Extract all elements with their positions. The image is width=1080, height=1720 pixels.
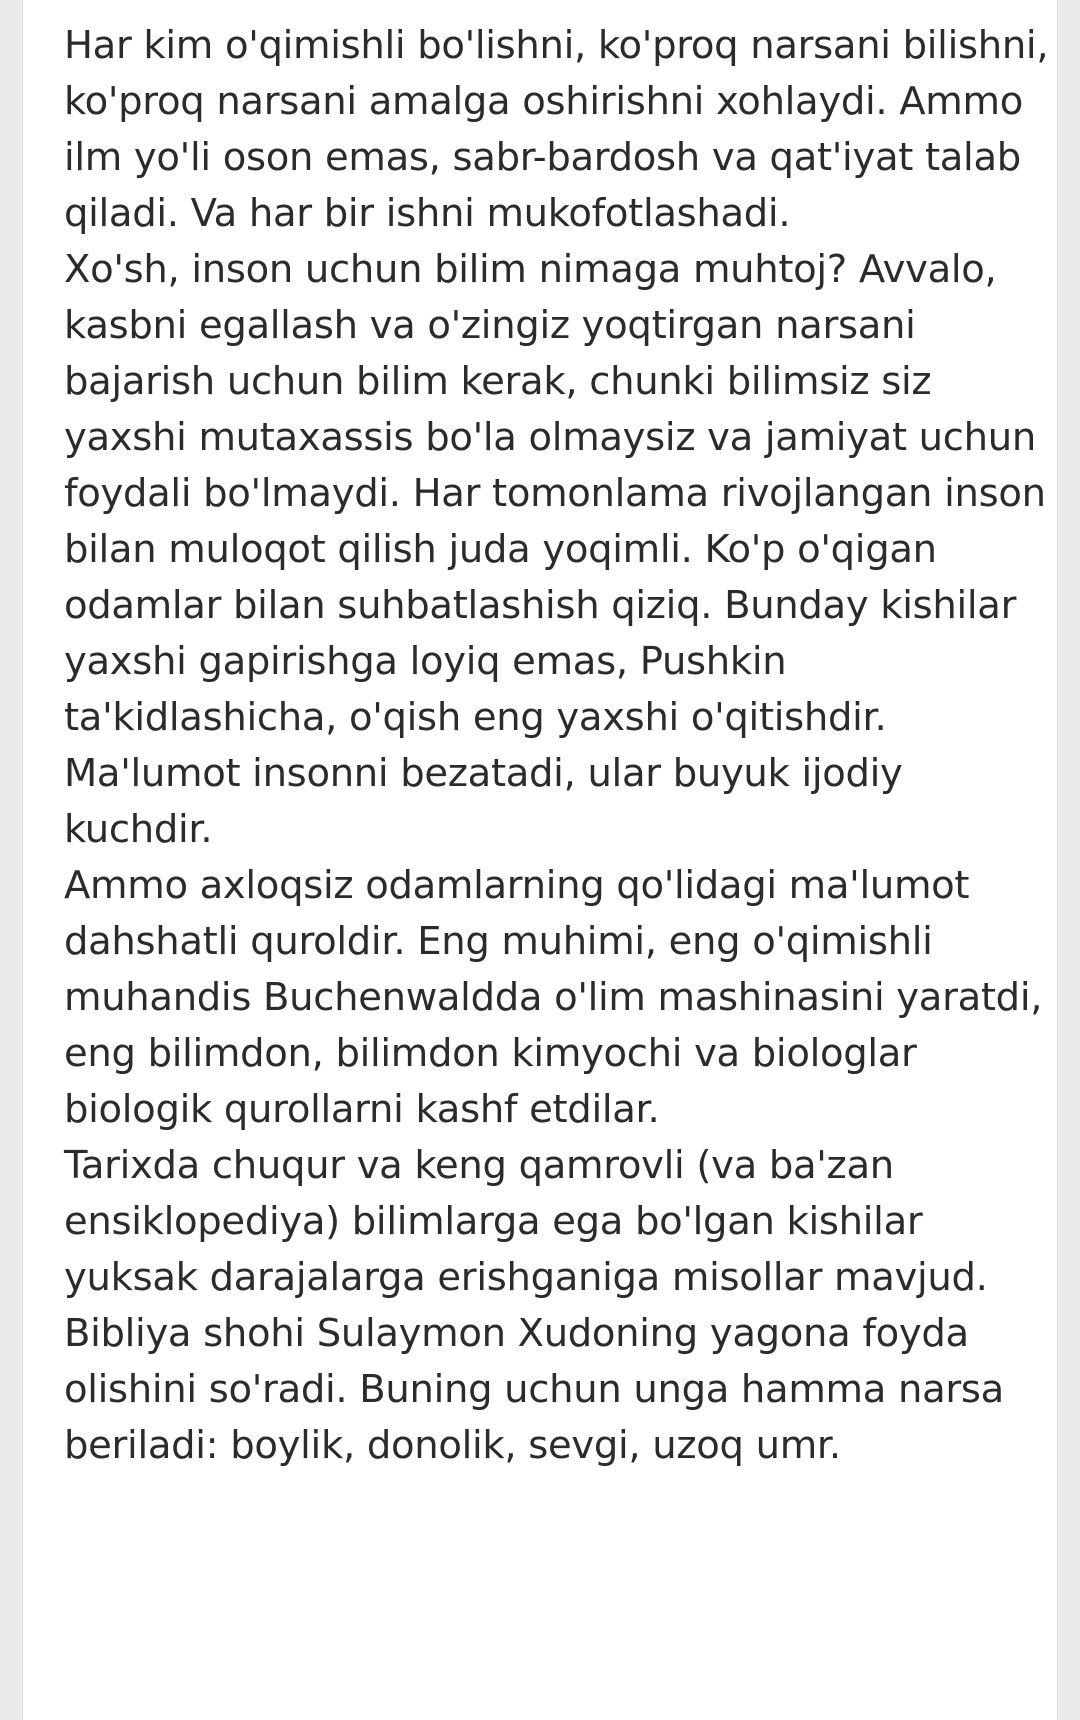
- paragraph-1: Har kim o'qimishli bo'lishni, ko'proq narsani bilishni, ko'proq narsani amalga oshirishni xohlaydi. Ammo ilm yo'li oson emas, sabr-bardosh va qat'iyat talab qiladi. Va har bir ishni mukofotlashadi.: [64, 23, 1049, 236]
- paragraph-2: Xo'sh, inson uchun bilim nimaga muhtoj? Avvalo, kasbni egallash va o'zingiz yoqtirgan narsani bajarish uchun bilim kerak, chunki bilimsiz siz yaxshi mutaxassis bo'la olmaysiz va jamiyat uchun foydali bo'lmaydi. Har tomonlama rivojlangan inson bilan muloqot qilish juda yoqimli. Ko'p o'qigan odamlar bilan suhbatlashish qiziq. Bunday kishilar yaxshi gapirishga loyiq emas, Pushkin ta'kidlashicha, o'qish eng yaxshi o'qitishdir. Ma'lumot insonni bezatadi, ular buyuk ijodiy kuchdir.: [64, 247, 1046, 852]
- paragraph-5: Bibliya shohi Sulaymon Xudoning yagona foyda olishini so'radi. Buning uchun unga hamma narsa beriladi: boylik, donolik, sevgi, uzoq umr.: [64, 1311, 1004, 1468]
- paragraph-4: Tarixda chuqur va keng qamrovli (va ba'zan ensiklopediya) bilimlarga ega bo'lgan kishilar yuksak darajalarga erishganiga misollar mavjud.: [64, 1143, 988, 1300]
- document-page: [22, 0, 1058, 1720]
- paragraph-3: Ammo axloqsiz odamlarning qo'lidagi ma'lumot dahshatli quroldir. Eng muhimi, eng o'qimishli muhandis Buchenwaldda o'lim mashinasini yaratdi, eng bilimdon, bilimdon kimyochi va biologlar biologik qurollarni kashf etdilar.: [64, 863, 1043, 1132]
- document-body: [64, 18, 1049, 1474]
